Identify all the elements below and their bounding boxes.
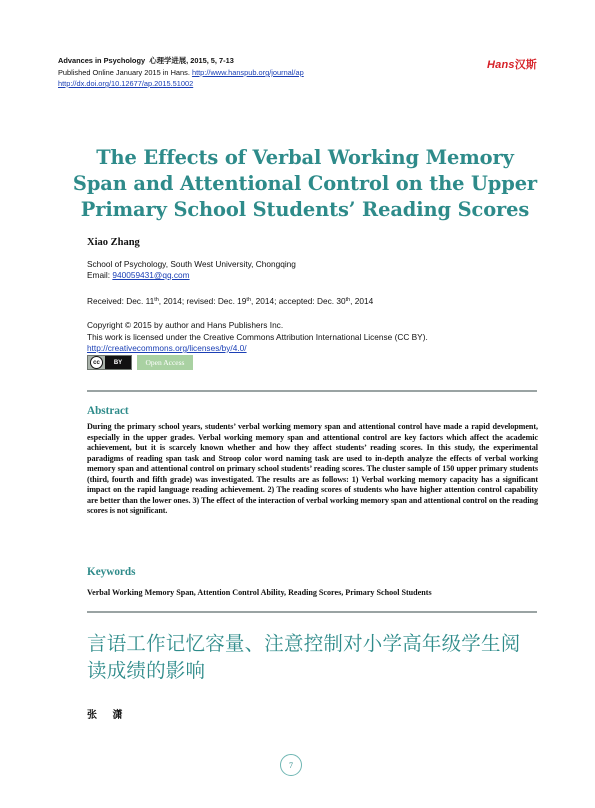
- journal-name-cn: 心理学进展: [149, 56, 187, 65]
- email-label: Email:: [87, 270, 111, 280]
- license-line: This work is licensed under the Creative Commons Attribution International License (CC BY).: [87, 332, 428, 342]
- received-sup: th: [154, 297, 159, 303]
- abstract-text: During the primary school years, students’ verbal working memory span and attentional control have made a rapid development, especially in the upper grades. Verbal working memory span and attentional control are key factors which affect the academic achievement, but it is scarcely known whether and how they affect students’ reading scores. In this study, the experimental paradigms of reading span task and Stroop color word naming task are used to in-depth analyze the effects of verbal working memory span and attentional control on primary school students’ reading scores. The cluster sample of 150 upper primary students (third, fourth and fifth grade) was investigated. The results are as follows: 1) Verbal working memory capacity has a significant impact on the rapid language reading achievement. 2) The reading scores of students who have higher attention control capability are better than the lower ones. 3) The effect of the interaction of verbal working memory span and attentional control on the reading scores is not significant.: [87, 422, 538, 515]
- section-divider-bottom: [87, 611, 537, 613]
- accepted-sup: th: [345, 297, 351, 303]
- received-date: Received: Dec. 11: [87, 296, 155, 306]
- page-number: 7: [280, 754, 302, 776]
- email-line: [87, 270, 190, 281]
- journal-name-en: Advances in Psychology: [58, 56, 146, 65]
- journal-url-link[interactable]: http://www.hanspub.org/journal/ap: [191, 68, 304, 77]
- hans-logo-cn: 汉斯: [514, 59, 537, 71]
- cc-icon: cc: [90, 356, 103, 369]
- chinese-title: 言语工作记忆容量、注意控制对小学高年级学生阅读成绩的影响: [87, 632, 521, 682]
- accepted-date: , 2014; accepted: Dec. 30: [251, 296, 346, 306]
- accepted-year: , 2014: [350, 296, 374, 306]
- chinese-author: 张 潇: [87, 710, 129, 721]
- copyright-line: Copyright © 2015 by author and Hans Publishers Inc.: [87, 320, 284, 330]
- open-access-badge[interactable]: Open Access: [137, 355, 193, 370]
- published-text: Published Online January 2015 in Hans.: [58, 68, 190, 77]
- journal-citation-line: [58, 56, 234, 66]
- hans-logo-en: Hans: [487, 59, 515, 71]
- revised-date: , 2014; revised: Dec. 19: [158, 296, 247, 306]
- license-url-line: [87, 343, 247, 354]
- doi-link[interactable]: http://dx.doi.org/10.12677/ap.2015.51002: [58, 79, 194, 88]
- by-icon: BY: [105, 356, 131, 369]
- license-url-link[interactable]: http://creativecommons.org/licenses/by/4.0/: [87, 343, 247, 353]
- journal-citation: , 2015, 5, 7-13: [186, 56, 234, 65]
- keywords-heading: Keywords: [87, 566, 136, 578]
- published-line: [58, 68, 304, 78]
- keywords-text: Verbal Working Memory Span, Attention Control Ability, Reading Scores, Primary School Students: [87, 588, 432, 597]
- dates-line: [87, 295, 373, 307]
- affiliation: School of Psychology, South West University, Chongqing: [87, 259, 296, 269]
- author-name: Xiao Zhang: [87, 237, 140, 248]
- hans-logo: [487, 56, 537, 72]
- abstract-heading: Abstract: [87, 405, 129, 417]
- revised-sup: th: [246, 297, 252, 303]
- paper-title: The Effects of Verbal Working Memory Span and Attentional Control on the Upper Primary School Students’ Reading Scores: [72, 146, 538, 221]
- cc-by-badge[interactable]: [87, 355, 132, 370]
- section-divider-top: [87, 390, 537, 392]
- doi-line: [58, 79, 193, 89]
- email-link[interactable]: 940059431@qq.com: [112, 270, 190, 280]
